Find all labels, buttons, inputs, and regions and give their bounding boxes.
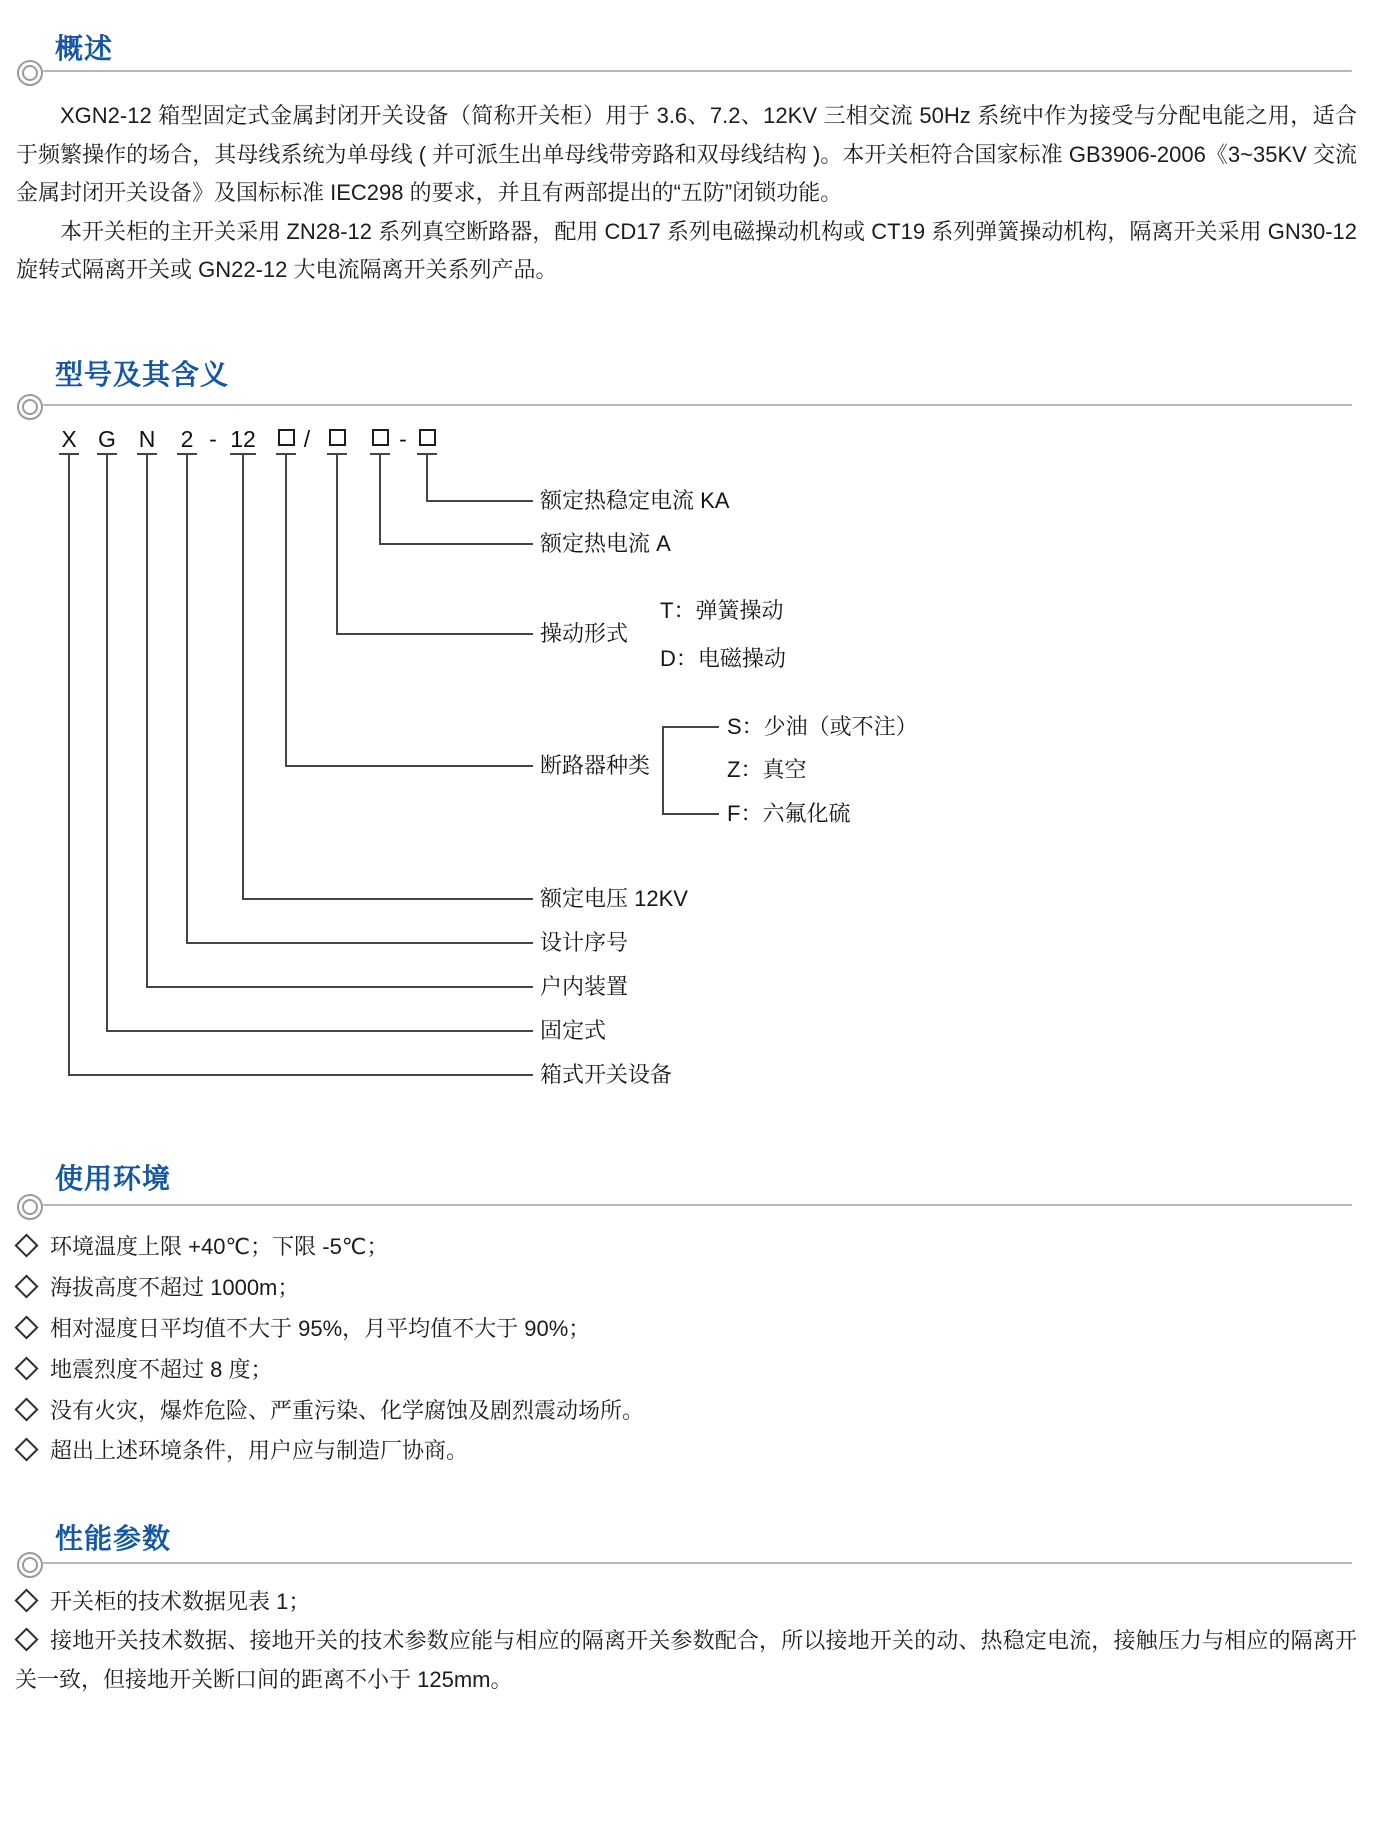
environment-item [15, 1431, 1357, 1470]
breaker-option-z: Z：真空 [727, 757, 807, 782]
environment-item-text: 环境温度上限 +40℃；下限 -5℃； [50, 1234, 389, 1259]
diamond-bullet-icon [14, 1627, 38, 1651]
connector-line [106, 1030, 533, 1032]
connector-line [285, 765, 533, 767]
connector-line [146, 986, 533, 988]
connector-line [285, 455, 287, 766]
connector-line [106, 455, 108, 1031]
diamond-bullet-icon [14, 1274, 38, 1298]
code-char-g: G [98, 426, 116, 452]
connector-line [242, 455, 244, 899]
connector-line [379, 543, 533, 545]
code-char-n: N [138, 426, 156, 452]
bracket-line [662, 726, 664, 815]
code-char-2: 2 [180, 426, 194, 452]
code-label-box-switchgear: 箱式开关设备 [540, 1062, 673, 1087]
code-label-breaker-type: 断路器种类 [540, 753, 651, 778]
bracket-line [662, 726, 719, 728]
connector-line [426, 455, 428, 501]
performance-item [15, 1621, 1357, 1699]
code-dash: - [399, 426, 407, 452]
environment-item-text: 超出上述环境条件，用户应与制造厂协商。 [50, 1438, 469, 1463]
connector-line [68, 1074, 533, 1076]
bracket-line [662, 813, 719, 815]
code-label-operation-type: 操动形式 [540, 621, 629, 646]
performance-item-text: 开关柜的技术数据见表 1； [50, 1589, 311, 1614]
code-char-12: 12 [230, 426, 256, 452]
environment-item [15, 1309, 1357, 1348]
code-label-thermal-stability-current: 额定热稳定电流 KA [540, 488, 730, 513]
operation-option-t: T：弹簧操动 [660, 598, 784, 623]
connector-line [379, 455, 381, 544]
performance-section-title: 性能参数 [55, 1523, 172, 1554]
diamond-bullet-icon [14, 1356, 38, 1380]
code-label-indoor-device: 户内装置 [540, 974, 629, 999]
section-divider-line [43, 1204, 1352, 1206]
diamond-bullet-icon [14, 1233, 38, 1257]
overview-paragraph-1: XGN2-12 箱型固定式金属封闭开关设备（简称开关柜）用于 3.6、7.2、12KV 三相交流 50Hz 系统中作为接受与分配电能之用，适合于频繁操作的场合，其母线系统为单母线 ( 并可派生出单母线带旁路和双母线结构 )。本开关柜符合国家标准 GB3906-2006《3~35KV 交流金属封闭开关设备》及国标标准 IEC298 的要求，并且有两部提出的“五防”闭锁功能。 [16, 103, 1357, 205]
connector-line [68, 455, 70, 1075]
environment-item-text: 相对湿度日平均值不大于 95%，月平均值不大于 90%； [50, 1316, 591, 1341]
performance-item-text: 接地开关技术数据、接地开关的技术参数应能与相应的隔离开关参数配合，所以接地开关的动、热稳定电流，接触压力与相应的隔离开关一致，但接地开关断口间的距离不小于 125mm。 [15, 1628, 1357, 1692]
section-ring-icon [17, 1552, 43, 1578]
diamond-bullet-icon [14, 1315, 38, 1339]
environment-item-text: 地震烈度不超过 8 度； [50, 1357, 273, 1382]
environment-item [15, 1268, 1357, 1307]
environment-item [15, 1227, 1357, 1266]
diamond-bullet-icon [14, 1588, 38, 1612]
section-divider-line [43, 1562, 1352, 1564]
connector-line [186, 455, 188, 943]
performance-item [15, 1582, 1357, 1621]
code-dash: - [209, 426, 217, 452]
connector-line [242, 898, 533, 900]
model-section-title: 型号及其含义 [55, 359, 230, 390]
environment-item [15, 1350, 1357, 1389]
section-ring-icon [17, 1194, 43, 1220]
placeholder-box-icon [329, 429, 346, 446]
connector-line [186, 942, 533, 944]
breaker-option-s: S：少油（或不注） [727, 714, 918, 739]
overview-paragraph-2: 本开关柜的主开关采用 ZN28-12 系列真空断路器，配用 CD17 系列电磁操动机构或 CT19 系列弹簧操动机构，隔离开关采用 GN30-12 旋转式隔离开关或 GN22-12 大电流隔离开关系列产品。 [16, 218, 1357, 282]
overview-section-title: 概述 [55, 33, 114, 64]
connector-line [426, 500, 533, 502]
code-label-fixed-type: 固定式 [540, 1018, 607, 1043]
code-label-design-number: 设计序号 [540, 930, 629, 955]
connector-line [336, 455, 338, 634]
environment-item-text: 没有火灾，爆炸危险、严重污染、化学腐蚀及剧烈震动场所。 [50, 1398, 645, 1423]
operation-option-d: D：电磁操动 [660, 646, 786, 671]
environment-item [15, 1391, 1357, 1430]
placeholder-box-icon [419, 429, 436, 446]
environment-item-text: 海拔高度不超过 1000m； [50, 1275, 300, 1300]
diamond-bullet-icon [14, 1437, 38, 1461]
environment-section-title: 使用环境 [55, 1163, 172, 1194]
diamond-bullet-icon [14, 1397, 38, 1421]
code-label-rated-voltage: 额定电压 12KV [540, 886, 688, 911]
connector-line [336, 633, 533, 635]
breaker-option-f: F：六氟化硫 [727, 801, 851, 826]
connector-line [146, 455, 148, 987]
code-label-thermal-current: 额定热电流 A [540, 531, 671, 556]
code-char-x: X [61, 426, 77, 452]
code-slash: / [303, 426, 311, 452]
